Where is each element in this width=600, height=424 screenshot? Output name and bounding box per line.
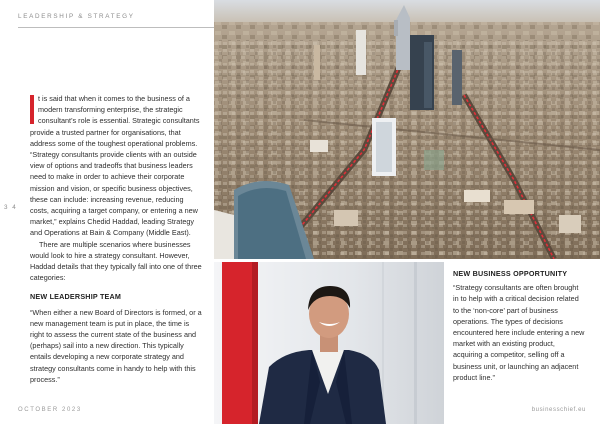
page-number: 3 4 xyxy=(4,204,18,211)
leadership-team-heading: NEW LEADERSHIP TEAM xyxy=(30,292,122,302)
website-url: businesschief.eu xyxy=(531,407,586,413)
intro-paragraph xyxy=(30,93,203,239)
scenarios-paragraph: There are multiple scenarios where businesses would look to hire a strategy consultant. However, Haddad details that they typically fall into one of three categories: xyxy=(30,239,202,283)
riyadh-skyline-photo xyxy=(214,0,600,259)
leadership-team-body: “When either a new Board of Directors is formed, or a new management team is put in place, the time is right to assess the current state of the business and (perhaps) sail into a new direction. This typically entails developing a new corporate strategy and strategy consultants come in handy to help with this process.” xyxy=(30,307,202,384)
section-label: LEADERSHIP & STRATEGY xyxy=(18,13,135,20)
article-right-column xyxy=(453,268,585,383)
business-opportunity-heading: NEW BUSINESS OPPORTUNITY xyxy=(453,269,568,278)
consultant-portrait-photo xyxy=(214,262,444,424)
drop-cap xyxy=(30,95,34,124)
intro-text: t is said that when it comes to the business of a modern transforming enterprise, the strategic consultant’s role is essential. Strategic consultants provide a trusted partner for organisations, that address some of the toughest operational problems. “Strategy consultants provide clients with an outside view of options and tradeoffs that business leaders need to make in order to achieve their corporate mission and vision, or specific business objectives, these can include: increasing revenue, reducing costs, acquiring a target company, or entering a new market,” explains Chedid Haddad, leading Strategy and Operations at Bain & Company (Middle East). xyxy=(30,94,200,238)
business-opportunity-body: “Strategy consultants are often brought in to help with a critical decision related to the ‘non-core’ part of business operations. The types of decisions encountered here include entering a new market with an existing product, acquiring a competitor, selling off a business unit, or launching an adjacent product line.” xyxy=(453,283,585,382)
section-divider xyxy=(18,27,214,28)
issue-date: OCTOBER 2023 xyxy=(18,407,82,413)
article-left-column xyxy=(30,93,203,385)
